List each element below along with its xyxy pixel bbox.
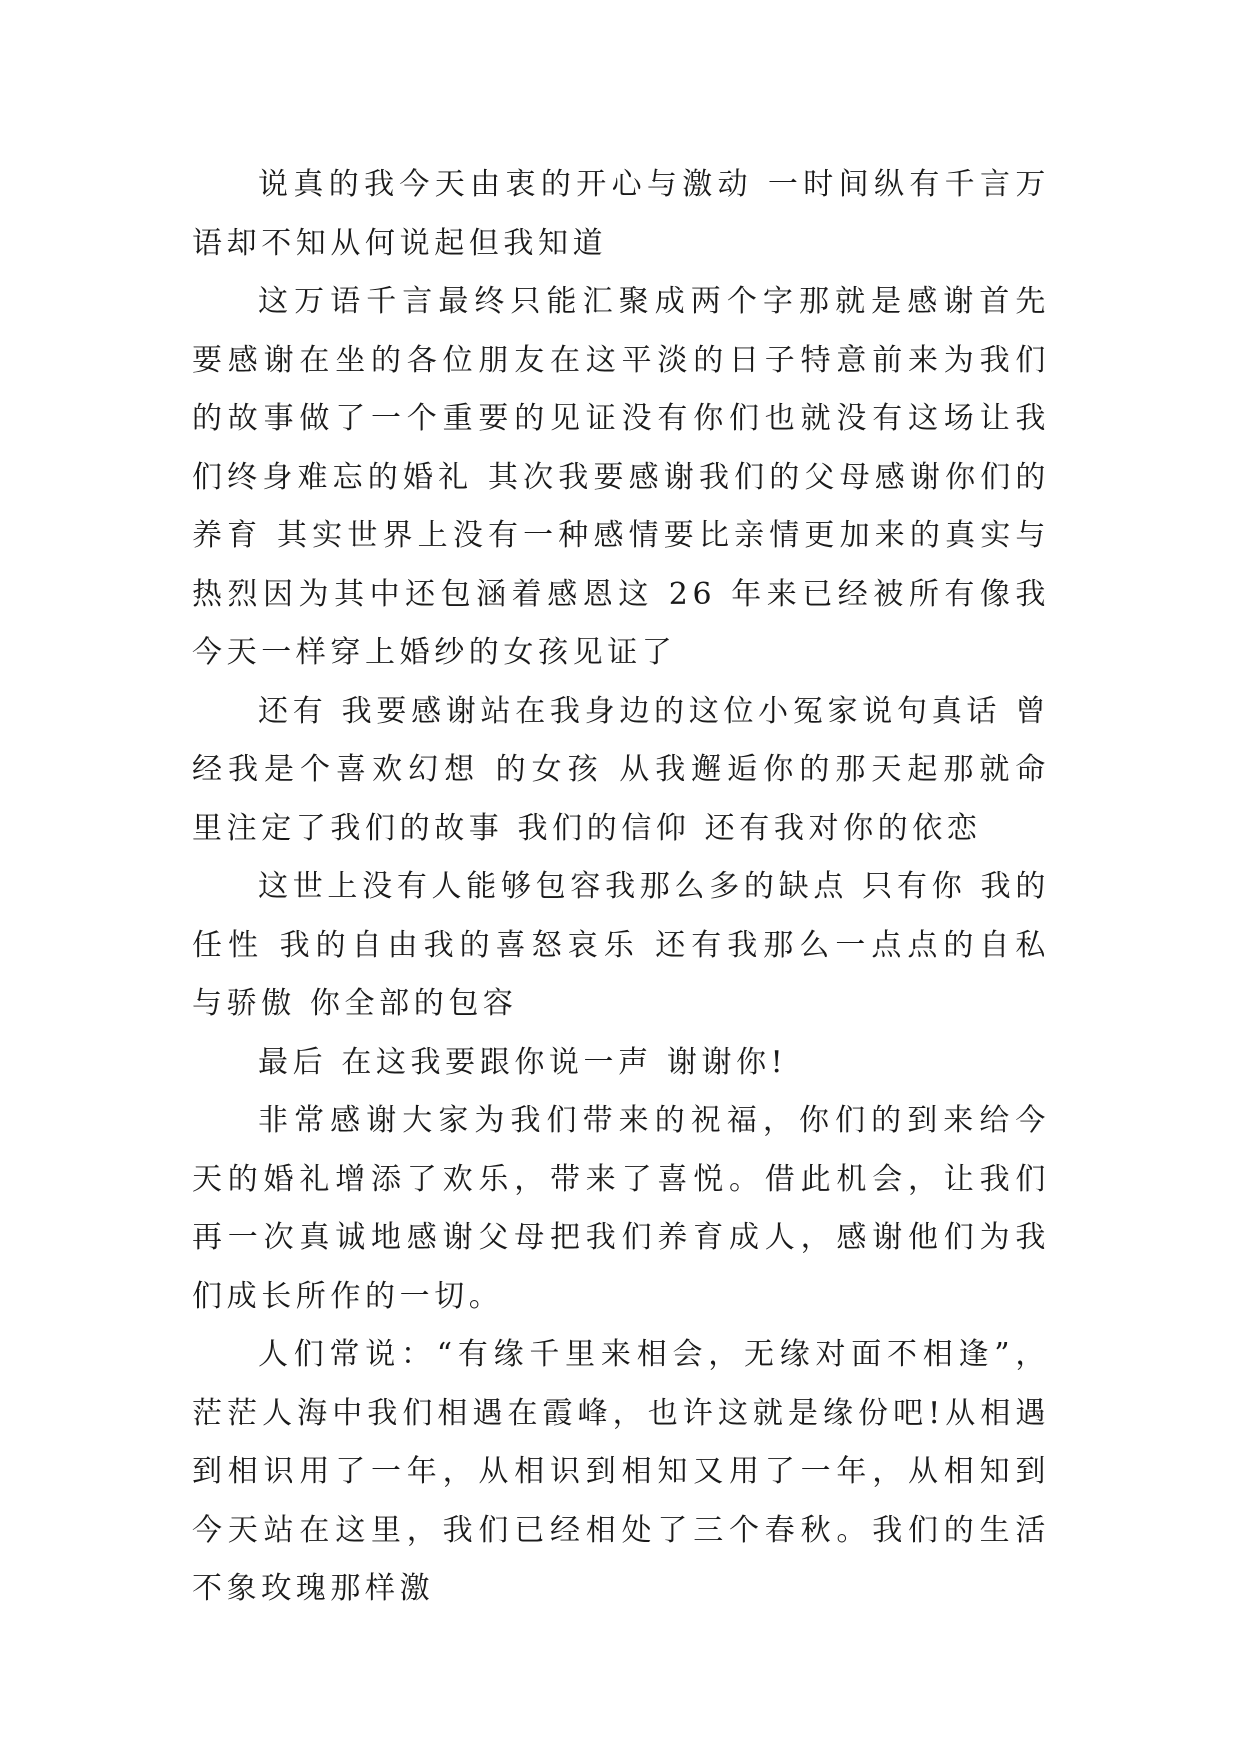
paragraph-fate: 人们常说：“有缘千里来相会，无缘对面不相逢”，茫茫人海中我们相遇在霞峰，也许这就是缘份吧!从相遇到相识用了一年，从相识到相知又用了一年，从相知到今天站在这里，我们已经相处了三个春秋。我们的生活不象玫瑰那样激	[192, 1337, 1050, 1606]
paragraph-opening: 说真的我今天由衷的开心与激动 一时间纵有千言万语却不知从何说起但我知道	[192, 167, 1050, 261]
document-body	[192, 156, 1050, 1619]
paragraph-thanks-partner: 还有 我要感谢站在我身边的这位小冤家说句真话 曾经我是个喜欢幻想 的女孩 从我邂逅你的那天起那就命里注定了我们的故事 我们的信仰 还有我对你的依恋	[192, 693, 1050, 846]
paragraph-tolerance: 这世上没有人能够包容我那么多的缺点 只有你 我的任性 我的自由我的喜怒哀乐 还有我那么一点点的自私与骄傲 你全部的包容	[192, 869, 1050, 1021]
paragraph-thanks-guests-parents: 这万语千言最终只能汇聚成两个字那就是感谢首先要感谢在坐的各位朋友在这平淡的日子特意前来为我们的故事做了一个重要的见证没有你们也就没有这场让我们终身难忘的婚礼 其次我要感谢我们的父母感谢你们的养育 其实世界上没有一种感情要比亲情更加来的真实与热烈因为其中还包涵着感恩这 26 年来已经被所有像我今天一样穿上婚纱的女孩见证了	[192, 284, 1050, 670]
paragraph-blessings: 非常感谢大家为我们带来的祝福，你们的到来给今天的婚礼增添了欢乐，带来了喜悦。借此机会，让我们再一次真诚地感谢父母把我们养育成人，感谢他们为我们成长所作的一切。	[192, 1103, 1050, 1314]
paragraph-final-thanks: 最后 在这我要跟你说一声 谢谢你!	[258, 1044, 788, 1080]
